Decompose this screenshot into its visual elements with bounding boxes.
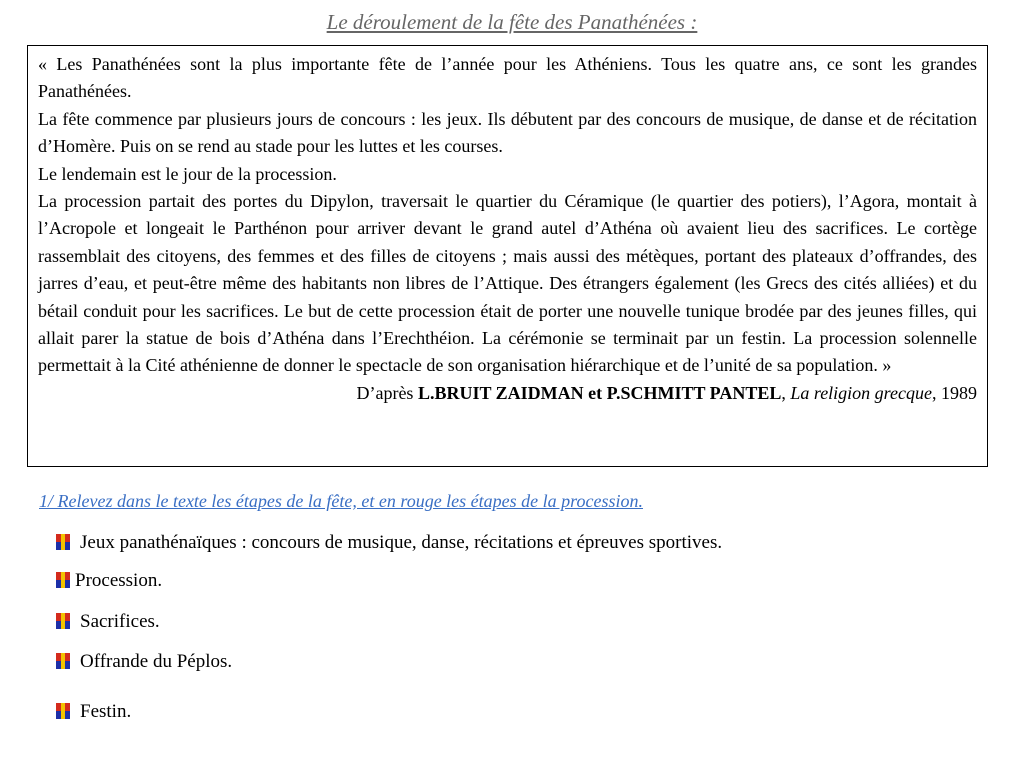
answer-text: Festin. xyxy=(80,701,132,722)
answer-text: Sacrifices. xyxy=(80,611,160,632)
bullet-icon xyxy=(56,613,70,629)
answer-item xyxy=(56,609,160,635)
citation-book: La religion grecque xyxy=(790,382,932,403)
page-title: Le déroulement de la fête des Panathénées : xyxy=(326,10,698,34)
bullet-icon xyxy=(56,653,70,669)
citation-year: , 1989 xyxy=(932,382,977,403)
question-text: 1/ Relevez dans le texte les étapes de la fête, et en rouge les étapes de la procession. xyxy=(39,491,643,511)
answer-item xyxy=(56,568,162,594)
quote-paragraph: Le lendemain est le jour de la procession. xyxy=(38,163,337,184)
answer-text: Jeux panathénaïques : concours de musique, danse, récitations et épreuves sportives. xyxy=(80,532,723,553)
quote-paragraph: La procession partait des portes du Dipylon, traversait le quartier du Céramique (le quartier des potiers), l’Agora, montait à l’Acropole et longeait le Parthénon pour arriver devant le grand autel d’Athéna où avaient lieu des sacrifices. Le cortège rassemblait des citoyens, des femmes et des filles de citoyens ; mais aussi des métèques, portant des plateaux d’offrandes, des jarres d’eau, et peut-être même des habitants non libres de l’Attique. Des étrangers également (les Grecs des cités alliées) et du bétail conduit pour les sacrifices. Le but de cette procession était de porter une nouvelle tunique brodée par des jeunes filles, qui allait parer la statue de bois d’Athéna dans l’Erechthéion. La cérémonie se terminait par un festin. La procession solennelle permettait à la Cité athénienne de donner le spectacle de son organisation hiérarchique et de l’unité de sa population. » xyxy=(38,191,977,376)
answer-text: Offrande du Péplos. xyxy=(80,651,233,672)
bullet-icon xyxy=(56,703,70,719)
citation-authors: L.BRUIT ZAIDMAN et P.SCHMITT PANTEL xyxy=(417,382,782,403)
answer-item xyxy=(56,649,232,675)
answer-item xyxy=(56,699,131,725)
bullet-icon xyxy=(56,572,70,588)
quote-paragraph: « Les Panathénées sont la plus importante fête de l’année pour les Athéniens. Tous les quatre ans, ce sont les grandes Panathénées. xyxy=(38,54,977,102)
answer-item xyxy=(56,530,722,556)
bullet-icon xyxy=(56,534,70,550)
answer-text: Procession. xyxy=(75,570,163,591)
citation-prefix: D’après xyxy=(356,382,418,403)
quote-paragraph: La fête commence par plusieurs jours de concours : les jeux. Ils débutent par des concours de musique, de danse et de récitation d’Homère. Puis on se rend au stade pour les luttes et les courses. xyxy=(38,108,977,157)
citation-separator: , xyxy=(781,382,791,403)
